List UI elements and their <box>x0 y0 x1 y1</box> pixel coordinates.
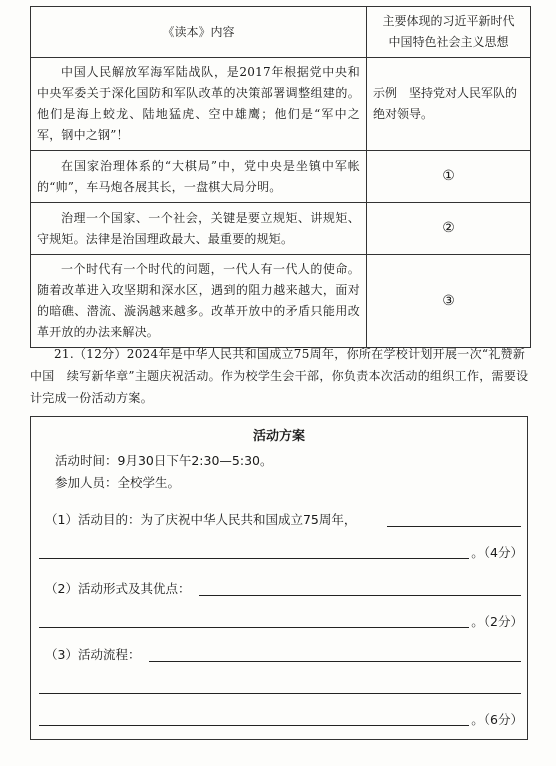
purpose-answer-line-1[interactable] <box>387 526 521 527</box>
plan-item-purpose: （1）活动目的：为了庆祝中华人民共和国成立75周年， <box>45 512 357 527</box>
format-answer-line-2[interactable] <box>39 627 469 628</box>
process-answer-line-1[interactable] <box>149 661 521 662</box>
header-thought: 主要体现的习近平新时代 中国特色社会主义思想 <box>367 7 531 58</box>
table-header-row <box>31 7 531 58</box>
plan-title: 活动方案 <box>252 429 305 444</box>
table-row <box>31 151 531 203</box>
format-answer-line-1[interactable] <box>199 595 521 596</box>
plan-time: 活动时间：9月30日下午2:30—5:30。 <box>55 453 273 468</box>
format-points: 。（2分） <box>471 614 523 629</box>
answer-blank-1[interactable]: ① <box>367 151 531 203</box>
plan-participants: 参加人员：全校学生。 <box>55 475 181 490</box>
process-points: 。（6分） <box>471 712 523 727</box>
answer-blank-2[interactable]: ② <box>367 203 531 255</box>
table-row <box>31 255 531 348</box>
activity-plan-box <box>30 416 528 740</box>
question-21: 21.（12分）2024年是中华人民共和国成立75周年，你所在学校计划开展一次“礼赞新中国 续写新华章”主题庆祝活动。作为校学生会干部，你负责本次活动的组织工作，需要设计完成一份活动方案。 <box>30 347 529 405</box>
process-answer-line-2[interactable] <box>39 693 521 694</box>
plan-item-format: （2）活动形式及其优点： <box>45 581 191 596</box>
header-reading-content: 《读本》内容 <box>31 7 367 58</box>
reading-content-table <box>30 6 531 348</box>
answer-blank-3[interactable]: ③ <box>367 255 531 348</box>
table-row <box>31 58 531 151</box>
plan-item-process: （3）活动流程： <box>45 647 141 662</box>
table-row <box>31 203 531 255</box>
process-answer-line-3[interactable] <box>39 725 469 726</box>
row-example-answer: 示例 坚持党对人民军队的绝对领导。 <box>367 58 531 151</box>
row-content: 一个时代有一个时代的问题，一代人有一代人的使命。随着改革进入攻坚期和深水区，遇到的阻力越来越大，面对的暗礁、潜流、漩涡越来越多。改革开放中的矛盾只能用改革开放的办法来解决。 <box>31 255 367 348</box>
purpose-points: 。（4分） <box>471 545 523 560</box>
row-content: 在国家治理体系的“大棋局”中，党中央是坐镇中军帐的“帅”，车马炮各展其长，一盘棋大局分明。 <box>31 151 367 203</box>
row-content: 中国人民解放军海军陆战队，是2017年根据党中央和中央军委关于深化国防和军队改革的决策部署调整组建的。他们是海上蛟龙、陆地猛虎、空中雄鹰；他们是“军中之军，钢中之钢”！ <box>31 58 367 151</box>
row-content: 治理一个国家、一个社会，关键是要立规矩、讲规矩、守规矩。法律是治国理政最大、最重要的规矩。 <box>31 203 367 255</box>
purpose-answer-line-2[interactable] <box>39 558 469 559</box>
